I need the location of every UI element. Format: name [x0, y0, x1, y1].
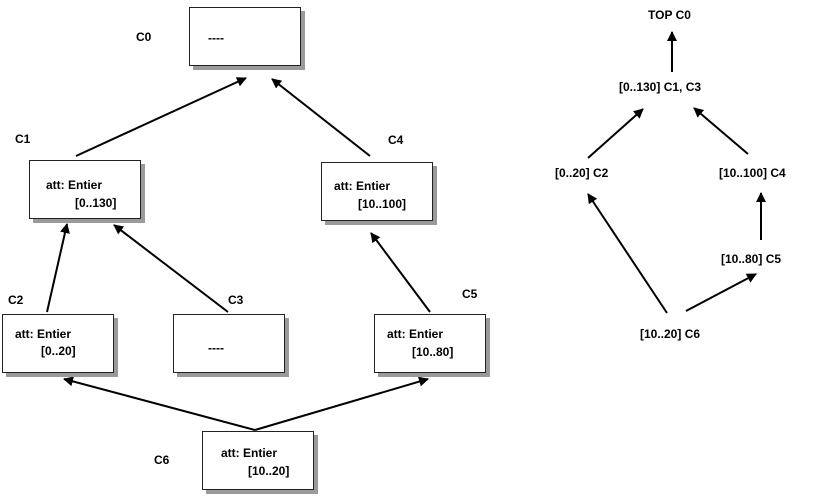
class-c2-attr: att: Entier: [15, 327, 72, 341]
class-c3-body: ----: [208, 341, 224, 355]
lattice-node-top: TOP C0: [648, 8, 691, 22]
class-label-c6: C6: [154, 453, 170, 467]
class-label-c0: C0: [136, 30, 152, 44]
edge-r-c6-c5: [686, 274, 756, 311]
class-box-c3[interactable]: [173, 314, 285, 373]
class-c6-range: [10..20]: [248, 464, 290, 478]
class-c4-attr: att: Entier: [334, 179, 391, 193]
class-label-c5: C5: [462, 287, 478, 301]
edge-c6-c2: [64, 379, 255, 430]
lattice-node-c2: [0..20] C2: [555, 166, 609, 180]
class-box-c5[interactable]: [374, 314, 486, 373]
class-c0-body: ----: [208, 31, 224, 45]
class-label-c1: C1: [15, 132, 31, 146]
edge-r-c2-c1c3: [588, 109, 643, 158]
lattice-node-c5: [10..80] C5: [721, 252, 782, 266]
edge-c5-c4: [371, 233, 430, 312]
edge-c3-c1: [114, 225, 228, 312]
class-label-c2: C2: [8, 293, 24, 307]
class-box-c0[interactable]: [189, 7, 301, 66]
class-label-c3: C3: [228, 293, 244, 307]
edge-r-c6-c2: [588, 194, 667, 313]
class-box-c4[interactable]: [321, 162, 433, 221]
class-c1-attr: att: Entier: [46, 178, 103, 192]
class-label-c4: C4: [388, 133, 404, 147]
class-box-c1[interactable]: [29, 160, 141, 219]
edge-c4-c0: [272, 79, 370, 156]
class-c2-range: [0..20]: [41, 344, 76, 358]
lattice-node-c6: [10..20] C6: [640, 327, 701, 341]
class-box-c6[interactable]: [202, 431, 314, 490]
class-c1-range: [0..130]: [75, 196, 117, 210]
class-box-c2[interactable]: [2, 314, 114, 373]
class-c5-attr: att: Entier: [387, 327, 444, 341]
class-c4-range: [10..100]: [358, 197, 407, 211]
edge-c6-c5: [255, 379, 428, 430]
class-c5-range: [10..80]: [412, 345, 454, 359]
lattice-node-c1-c3: [0..130] C1, C3: [619, 80, 702, 94]
lattice-node-c4: [10..100] C4: [719, 166, 786, 180]
edge-c2-c1: [47, 224, 67, 312]
edge-r-c4-c1c3: [694, 108, 748, 154]
edge-c1-c0: [76, 78, 246, 156]
class-c6-attr: att: Entier: [221, 446, 278, 460]
